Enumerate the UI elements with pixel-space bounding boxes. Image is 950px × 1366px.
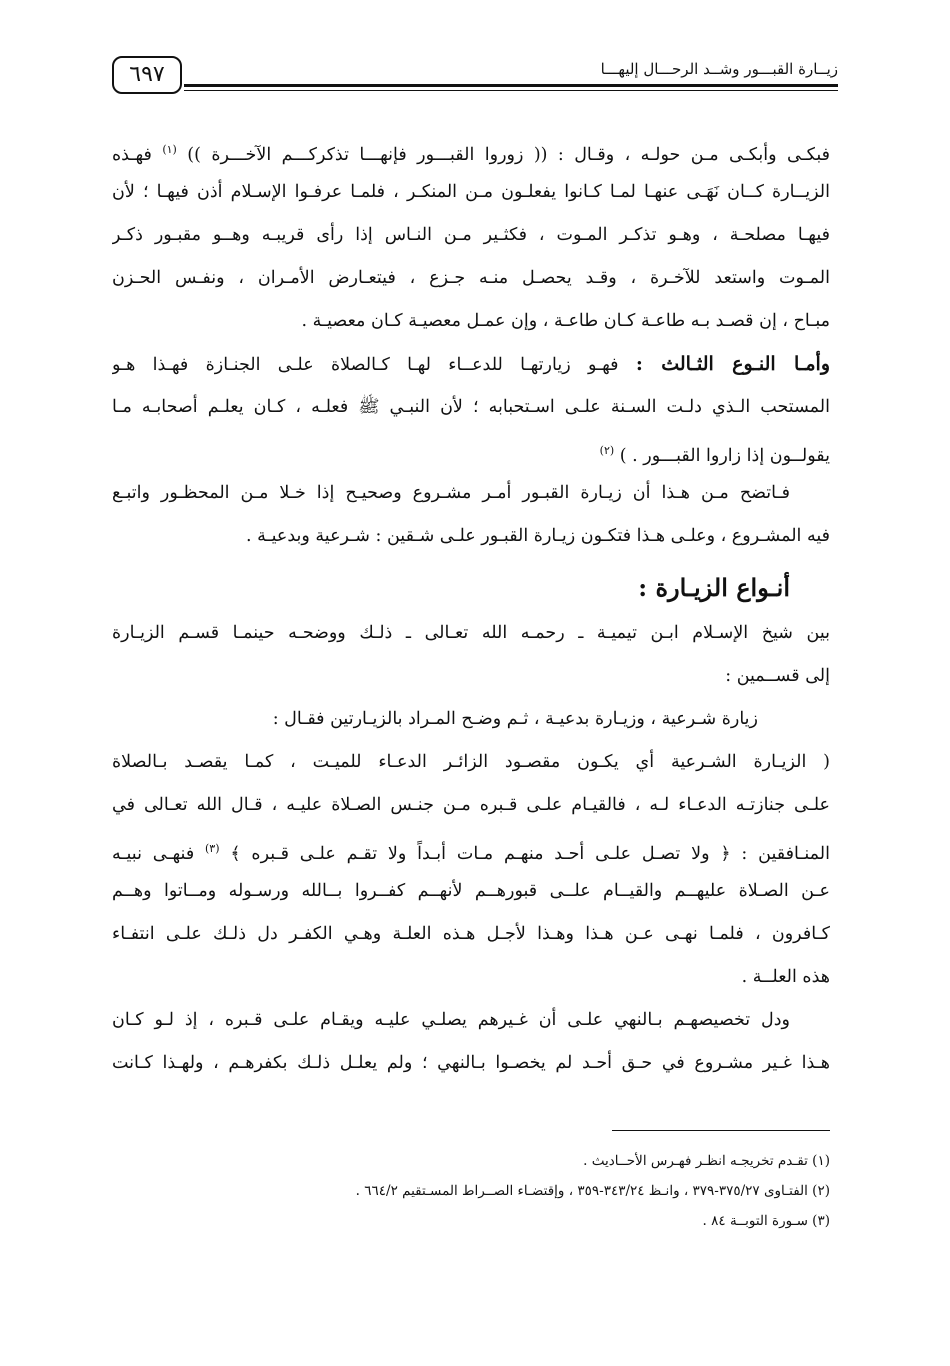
text-line: مبـاح ، إن قصـد بـه طاعـة كـان طاعـة ، وإن عمـل معصيـة كـان معصيـة . [301,311,830,331]
footnote-marker: (٣) [205,842,220,855]
text-run: المنـافقين : ﴿ ولا تصـل علـى أحـد منهـم مـات أبـداً ولا تقـم علـى قـبره ﴾ [219,843,830,864]
text-line: المـوت واستعد للآخـرة ، وقـد يحصـل منـه جـزع ، فيتعـارض الأمـران ، ونفـس الحـزن [112,268,830,288]
text-line: هـذا غـير مشـروع في حـق أحـد لم يخصـوا بـالنهي ؛ ولم يعلـل ذلـك بكفرهـم ، ولهـذا كـانت [112,1053,830,1073]
text-run: يقولــون إذا زاروا القبـــور . ) [614,445,830,466]
text-line: ودل تخصيصهـم بـالنهي علـى أن غـيرهم يصلـي عليـه ويقـام علـى قـبره ، إذ لـو كـان [112,1010,790,1030]
text-line: الزيــارة كــان نَهَـى عنهـا لمـا كـانوا يفعلـون مـن المنكـر ، فلمـا عرفـوا الإسـلام أذن فيهـا ؛ لأن [112,182,830,202]
text-run: فنهـى نبيـه [112,843,205,864]
text-line: فـاتضح مـن هـذا أن زيـارة القبـور أمـر مشـروع وصحيـح إذا خـلا مـن المحظـور واتبـع [112,483,790,503]
text-line: فيهـا مصلحـة ، وهـو تذكـر المـوت ، فكثـير مـن النـاس إذا رأى قريبـه وهــو مقبـور ذكـر [112,225,830,245]
text-run: فبكـى وأبكـى مـن حولـه ، وقـال : (( زوروا القبـــور فإنهـــا تذكركـــم الآخـــرة )) [176,144,830,165]
text-line [112,128,830,171]
footnote-marker: (١) [162,143,177,156]
text-line: عـن الصـلاة عليهــم والقيــام علــى قبورهــم لأنهــم كفــروا بــالله ورسـوله ومــاتوا وهــم [112,881,830,901]
page-number: ٦٩٧ [112,56,182,94]
text-line: هذه العلــة . [741,967,830,987]
text-line: بين شيخ الإسـلام ابـن تيميـة ـ رحمـه الله تعـالى ـ ذلـك ووضحـه حينمـا قسـم الزيـارة [112,623,830,643]
bold-lead: وأمـا النـوع الثـالث : [635,353,830,375]
text-line: علـى جنازتـه الدعـاء لـه ، فالقيـام علـى قـبره مـن جنـس الصـلاة عليـه ، قـال الله تعـالى في [112,795,830,815]
footnote-marker: (٢) [599,444,615,457]
text-line [112,343,830,386]
text-line: كـافرون ، فلمـا نهـى عـن هـذا وهـذا لأجـل هـذه العلـة وهـي الكفـر دل ذلـك علـى انتفـاء [112,924,830,944]
text-run: فهـو زيارتهـا للدعــاء لهـا كـالصلاة علـى الجنـازة فهـذا هـو [112,355,636,375]
footnote: (٣) سـورة التوبــة ٨٤ . [702,1213,830,1229]
header-rule-thin [184,90,838,91]
text-run: فهـذه [112,144,163,165]
text-line: إلى قســمين : [725,666,830,686]
text-line: فيه المشـروع ، وعلـى هـذا فتكـون زيـارة القبـور علـى شـقين : شـرعية وبدعيـة . [245,526,830,546]
running-title: زيــارة القبـــور وشــد الرحـــال إليهـــا [595,60,838,78]
text-line [112,827,830,870]
footnote: (٢) الفتـاوى ٣٧٥/٢٧-٣٧٩ ، وانـظ ٣٤٣/٢٤-٣٥٩ ، وإقتضـاء الصــراط المسـتقيم ٦٦٤/٢ . [355,1183,830,1199]
text-line: المستحب الـذي دلـت السـنة علـى اسـتحبابه ؛ لأن النبـي ﷺ فعلـه ، كـان يعلـم أصحابـه مـا [112,397,830,417]
body-text [112,128,830,1085]
text-line: ( الزيـارة الشـرعية أي يكـون مقصـود الزائـر الدعـاء للميـت ، كمـا يقصـد بـالصلاة [112,752,830,772]
section-heading: أنـواع الزيـارة : [638,573,790,602]
text-line: زيارة شـرعية ، وزيـارة بدعيـة ، ثـم وضـح المـراد بالزيـارتين فقـال : [272,709,758,729]
footnotes [112,1146,830,1236]
page-header [112,56,838,100]
footnote-separator [612,1130,830,1131]
footnote: (١) تقـدم تخريجـه انظـر فهـرس الأحــاديث . [583,1153,830,1169]
header-rule [184,84,838,87]
text-line [112,429,830,472]
